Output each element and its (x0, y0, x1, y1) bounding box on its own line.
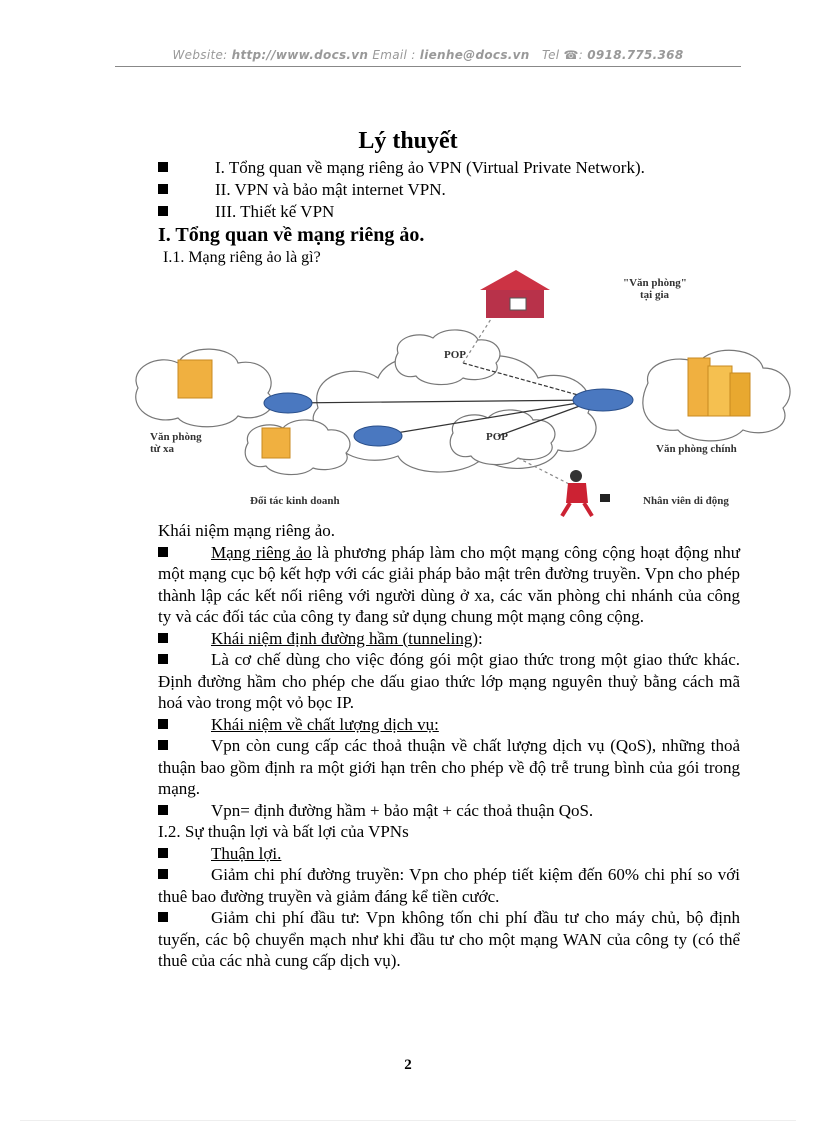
website-link[interactable]: http://www.docs.vn (231, 48, 369, 62)
svg-text:Văn phòng: Văn phòng (150, 431, 202, 443)
svg-text:POP: POP (486, 431, 508, 443)
page-title: Lý thuyết (358, 128, 458, 154)
svg-text:Đối tác kinh doanh: Đối tác kinh doanh (250, 495, 340, 507)
email-link[interactable]: lienhe@docs.vn (419, 48, 530, 62)
bullet-icon (158, 654, 168, 664)
svg-text:POP: POP (444, 349, 466, 361)
page-number: 2 (404, 1057, 412, 1073)
bullet-icon (158, 848, 168, 858)
mobile-worker-icon (562, 470, 610, 516)
home-office-icon (480, 270, 550, 318)
page-header (115, 48, 741, 62)
advantages-heading: Thuận lợi. (158, 843, 740, 865)
tel-label: Tel (541, 48, 560, 62)
qos-heading: Khái niệm về chất lượng dịch vụ: (158, 714, 740, 736)
section-heading-1-2: I.2. Sự thuận lợi và bất lợi của VPNs (158, 822, 409, 841)
svg-text:Văn phòng chính: Văn phòng chính (656, 443, 737, 455)
bullet-icon (158, 206, 168, 216)
bullet-icon (158, 869, 168, 879)
bullet-icon (158, 633, 168, 643)
body-text (158, 520, 740, 972)
phone-icon: ☎: (563, 48, 584, 62)
footer-divider (20, 1120, 796, 1121)
partner-building-icon (262, 428, 290, 458)
tunneling-definition: Là cơ chế dùng cho việc đóng gói một giao thức trong một giao thức khác. Định đường hầm cho phép che dấu giao thức lớp mạng nguyên thuỷ bằng cách mã hoá vào trong một vỏ bọc IP. (158, 650, 740, 712)
svg-text:"Văn phòng": "Văn phòng" (623, 277, 687, 289)
concept-line: Khái niệm mạng riêng ảo. (158, 521, 336, 540)
section-heading-1: I. Tổng quan về mạng riêng ảo. (158, 224, 425, 246)
svg-text:từ xa: từ xa (150, 443, 175, 455)
header-divider (115, 66, 741, 67)
advantage-item: Giảm chi phí đường truyền: Vpn cho phép tiết kiệm đến 60% chi phí so với thuê bao đường truyền và giảm đáng kể tiền cước. (158, 865, 740, 906)
website-label: Website: (172, 48, 228, 62)
bullet-icon (158, 547, 168, 557)
email-label: Email : (372, 48, 416, 62)
tunneling-heading: Khái niệm định đường hầm (tunneling): (158, 628, 740, 650)
vpn-formula: Vpn= định đường hầm + bảo mật + các thoả thuận QoS. (158, 800, 740, 822)
advantage-item: Giảm chi phí đầu tư: Vpn không tốn chi phí đầu tư cho máy chủ, bộ định tuyến, các bộ chuyển mạch như khi đầu tư cho một mạng WAN của công ty (có thể thuê của các nhà cung cấp dịch vụ). (158, 908, 740, 970)
bullet-icon (158, 162, 168, 172)
qos-definition: Vpn còn cung cấp các thoả thuận về chất lượng dịch vụ (QoS), những thoả thuận bao gồm định ra một giới hạn trên cho phép về độ trễ trung bình của gói trong mạng. (158, 736, 740, 798)
section-heading-1-1: I.1. Mạng riêng ảo là gì? (163, 249, 321, 266)
bullet-icon (158, 719, 168, 729)
bullet-icon (158, 805, 168, 815)
vpn-network-diagram (118, 268, 798, 518)
bullet-icon (158, 740, 168, 750)
tel-number: 0918.775.368 (587, 48, 684, 62)
remote-office-building-icon (178, 360, 212, 398)
vpn-definition: Mạng riêng ảo là phương pháp làm cho một mạng công cộng hoạt động như một mạng cục bộ kết hợp với các giải pháp bảo mật trên đường truyền. Vpn cho phép thành lập các kết nối riêng với người dùng ở xa, các văn phòng chi nhánh của công ty và các đối tác của công ty đang sử dụng chung một mạng công cộng. (158, 542, 741, 626)
bullet-icon (158, 184, 168, 194)
svg-text:tại gia: tại gia (640, 289, 670, 301)
svg-text:Nhân viên di động: Nhân viên di động (643, 495, 729, 507)
bullet-icon (158, 912, 168, 922)
